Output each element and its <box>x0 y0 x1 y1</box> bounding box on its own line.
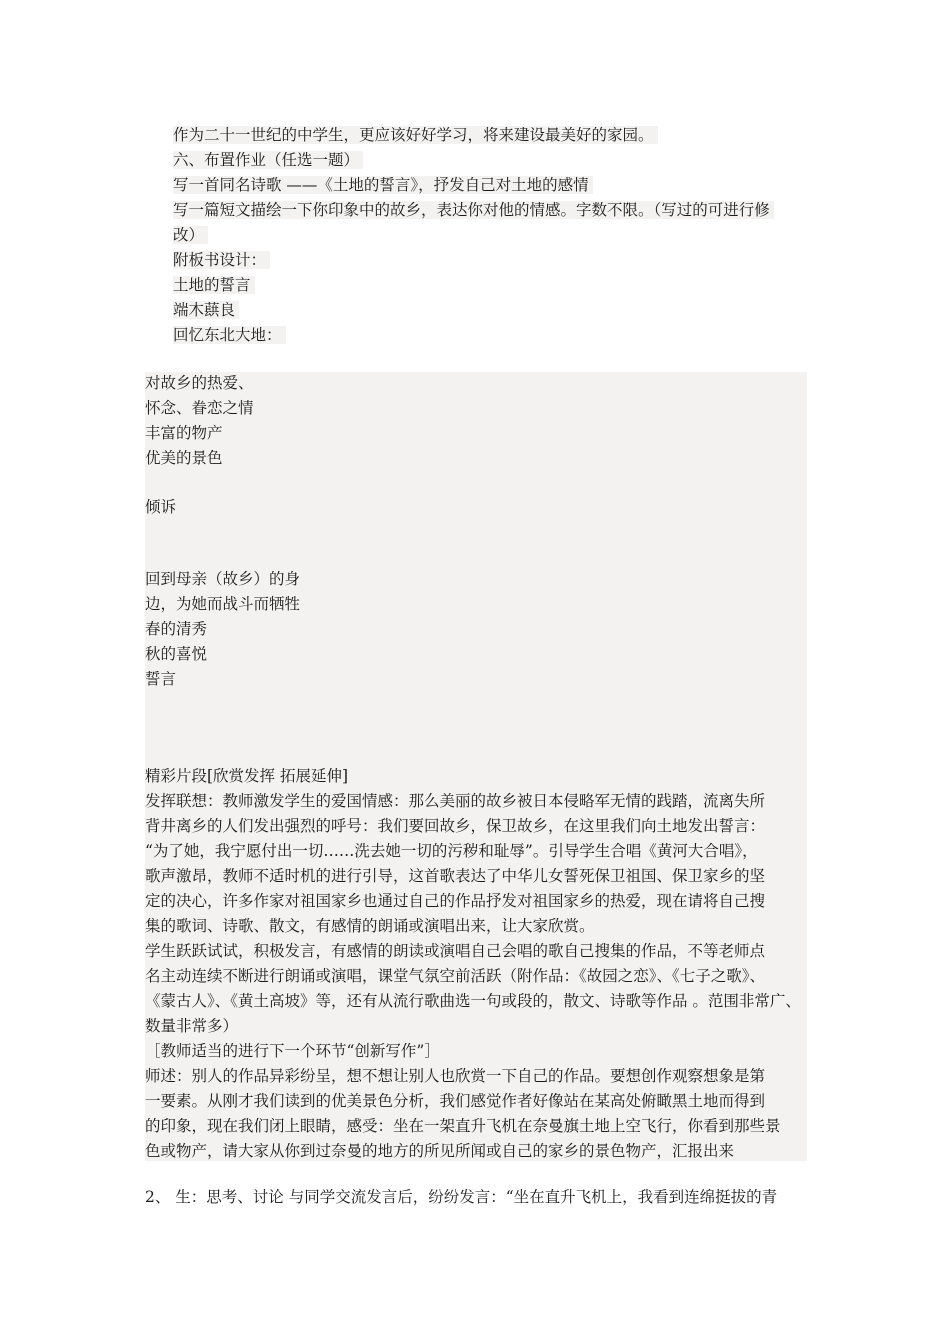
final-line: 2、 生：思考、讨论 与同学交流发言后，纷纷发言：“坐在直升飞机上，我看到连绵挺拔的青 <box>145 1188 778 1206</box>
board-line: 怀念、眷恋之情 <box>145 399 254 417</box>
body-line: 名主动连续不断进行朗诵或演唱，课堂气氛空前活跃（附作品：《故园之恋》、《七子之歌》、 <box>145 967 766 985</box>
body-line: 数量非常多） <box>145 1017 239 1035</box>
body-line: 色或物产，请大家从你到过奈曼的地方的所见所闻或自己的家乡的景色物产，汇报出来 <box>145 1142 735 1160</box>
board-line: 誓言 <box>145 670 177 688</box>
intro-line: 端木蕻良 <box>173 301 239 319</box>
board-line: 秋的喜悦 <box>145 645 208 663</box>
intro-line: 回忆东北大地： <box>173 326 286 344</box>
body-line: 定的决心，许多作家对祖国家乡也通过自己的作品抒发对祖国家乡的热爱，现在请将自己搜 <box>145 892 766 910</box>
body-line: 《蒙古人》、《黄土高坡》等，还有从流行歌曲选一句或段的，散文、诗歌等作品 。范围非常广、 <box>145 992 801 1010</box>
intro-line: 改） <box>173 226 208 244</box>
intro-line: 附板书设计： <box>173 251 270 269</box>
body-line: 一要素。从刚才我们读到的优美景色分析，我们感觉作者好像站在某高处俯瞰黑土地而得到 <box>145 1092 766 1110</box>
intro-line: 作为二十一世纪的中学生，更应该好好学习，将来建设最美好的家园。 <box>173 126 658 144</box>
body-line: 歌声激昂，教师不适时机的进行引导，这首歌表达了中华儿女誓死保卫祖国、保卫家乡的坚 <box>145 867 766 885</box>
body-line: 学生跃跃试试，积极发言，有感情的朗读或演唱自己会唱的歌自己搜集的作品，不等老师点 <box>145 942 766 960</box>
board-line: 倾诉 <box>145 498 177 516</box>
body-line: ［教师适当的进行下一个环节“创新写作”］ <box>145 1042 440 1060</box>
body-line: 的印象，现在我们闭上眼睛，感受：坐在一架直升飞机在奈曼旗土地上空飞行，你看到那些景 <box>145 1117 781 1135</box>
body-line: 发挥联想：教师激发学生的爱国情感：那么美丽的故乡被日本侵略军无情的践踏，流离失所 <box>145 792 766 810</box>
board-line: 边，为她而战斗而牺牲 <box>145 595 301 613</box>
board-line: 回到母亲（故乡）的身 <box>145 570 301 588</box>
body-line: 精彩片段[欣赏发挥 拓展延伸] <box>145 767 349 785</box>
body-line: 师述：别人的作品异彩纷呈，想不想让别人也欣赏一下自己的作品。要想创作观察想象是第 <box>145 1067 766 1085</box>
intro-line: 土地的誓言 <box>173 276 255 294</box>
body-line: “为了她，我宁愿付出一切……洗去她一切的污秽和耻辱”。引导学生合唱《黄河大合唱》， <box>145 842 758 860</box>
board-line: 优美的景色 <box>145 449 223 467</box>
board-line: 对故乡的热爱、 <box>145 374 254 392</box>
intro-line: 写一首同名诗歌 ——《土地的誓言》，抒发自己对土地的感情 <box>173 176 593 194</box>
intro-line: 写一篇短文描绘一下你印象中的故乡，表达你对他的情感。字数不限。（写过的可进行修 <box>173 201 774 219</box>
intro-line: 六、布置作业（任选一题） <box>173 151 363 169</box>
body-line: 集的歌词、诗歌、散文，有感情的朗诵或演唱出来，让大家欣赏。 <box>145 917 595 935</box>
board-line: 春的清秀 <box>145 620 208 638</box>
body-line: 背井离乡的人们发出强烈的呼号：我们要回故乡，保卫故乡，在这里我们向土地发出誓言： <box>145 817 766 835</box>
board-line: 丰富的物产 <box>145 424 223 442</box>
